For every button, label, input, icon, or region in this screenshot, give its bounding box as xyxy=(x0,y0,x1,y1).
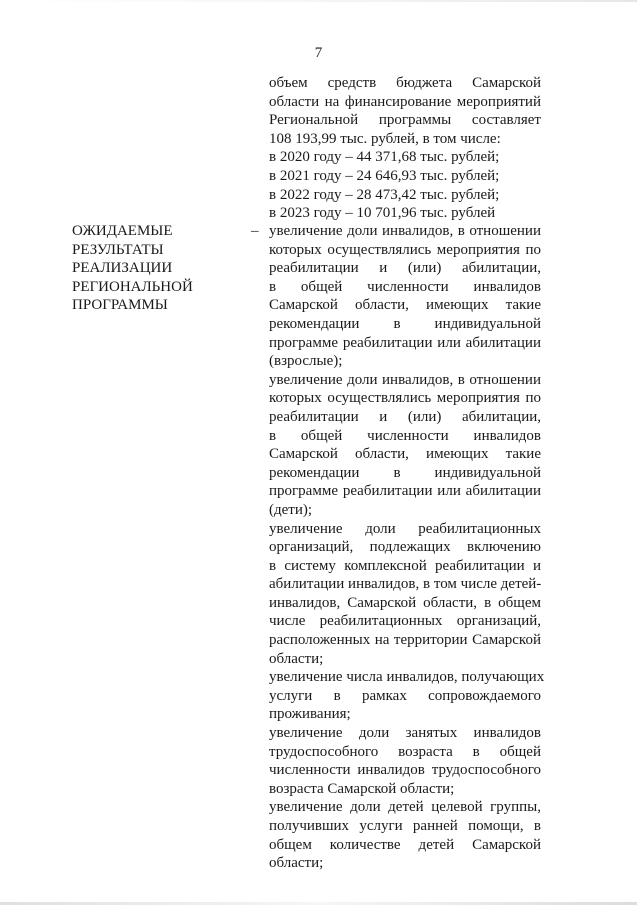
result-line: программе реабилитации или абилитации xyxy=(269,334,541,351)
result-line: расположенных на территории Самарской xyxy=(269,632,541,649)
result-line: реабилитации и (или) абилитации, xyxy=(269,408,541,425)
results-heading xyxy=(72,222,222,315)
results-section xyxy=(269,222,545,873)
result-line: области; xyxy=(269,650,324,667)
result-line: абилитации инвалидов, в том числе детей- xyxy=(269,576,542,593)
result-line: увеличение доли инвалидов, в отношении xyxy=(269,223,541,239)
result-line: услуги в рамках сопровождаемого xyxy=(269,687,541,704)
result-line: организаций, подлежащих включению xyxy=(269,539,541,556)
scan-edge-top xyxy=(0,0,637,2)
heading-line: РЕАЛИЗАЦИИ xyxy=(72,260,173,277)
result-line: (дети); xyxy=(269,501,313,518)
result-line: которых осуществлялись мероприятия по xyxy=(269,241,541,258)
budget-line: в 2020 году – 44 371,68 тыс. рублей; xyxy=(269,149,500,166)
result-line: возраста Самарской области; xyxy=(269,780,455,797)
heading-line: РЕГИОНАЛЬНОЙ xyxy=(72,278,193,295)
result-line: Самарской области, имеющих такие xyxy=(269,297,541,314)
budget-line: объем средств бюджета Самарской xyxy=(269,75,541,91)
result-line: программе реабилитации или абилитации xyxy=(269,483,541,500)
result-line: (взрослые); xyxy=(269,353,343,370)
result-line: увеличение доли занятых инвалидов xyxy=(269,725,541,742)
result-line: увеличение доли реабилитационных xyxy=(269,520,541,537)
result-line: увеличение числа инвалидов, получающих xyxy=(269,669,545,686)
result-line: общем количестве детей Самарской xyxy=(269,836,541,853)
result-line: увеличение доли детей целевой группы, xyxy=(269,799,541,816)
heading-line: ОЖИДАЕМЫЕ xyxy=(72,223,173,239)
result-line: инвалидов, Самарской области, в общем xyxy=(269,594,541,611)
result-line: реабилитации и (или) абилитации, xyxy=(269,260,541,277)
result-line: рекомендации в индивидуальной xyxy=(269,315,541,332)
budget-line: в 2023 году – 10 701,96 тыс. рублей xyxy=(269,205,496,222)
budget-line: в 2021 году – 24 646,93 тыс. рублей; xyxy=(269,167,500,184)
result-line: числе реабилитационных организаций, xyxy=(269,613,541,630)
heading-line: РЕЗУЛЬТАТЫ xyxy=(72,241,164,258)
budget-line: Региональной программы составляет xyxy=(269,112,541,129)
result-line: рекомендации в индивидуальной xyxy=(269,464,541,481)
result-line: трудоспособного возраста в общей xyxy=(269,743,541,760)
result-line: увеличение доли инвалидов, в отношении xyxy=(269,371,541,388)
budget-line: области на финансирование мероприятий xyxy=(269,93,541,110)
result-line: области; xyxy=(269,855,324,872)
result-line: Самарской области, имеющих такие xyxy=(269,446,541,463)
result-line: проживания; xyxy=(269,706,351,723)
result-line: в систему комплексной реабилитации и xyxy=(269,557,541,574)
result-line: получивших услуги ранней помощи, в xyxy=(269,818,541,834)
page-number: 7 xyxy=(314,45,323,61)
heading-line: ПРОГРАММЫ xyxy=(72,297,168,314)
result-line: в общей численности инвалидов xyxy=(269,427,541,444)
budget-line: 108 193,99 тыс. рублей, в том числе: xyxy=(269,130,501,147)
result-line: в общей численности инвалидов xyxy=(269,278,541,295)
budget-section xyxy=(269,74,541,223)
budget-line: в 2022 году – 28 473,42 тыс. рублей; xyxy=(269,186,500,203)
result-line: которых осуществлялись мероприятия по xyxy=(269,390,541,407)
results-dash: – xyxy=(251,223,259,239)
result-line: численности инвалидов трудоспособного xyxy=(269,762,541,779)
